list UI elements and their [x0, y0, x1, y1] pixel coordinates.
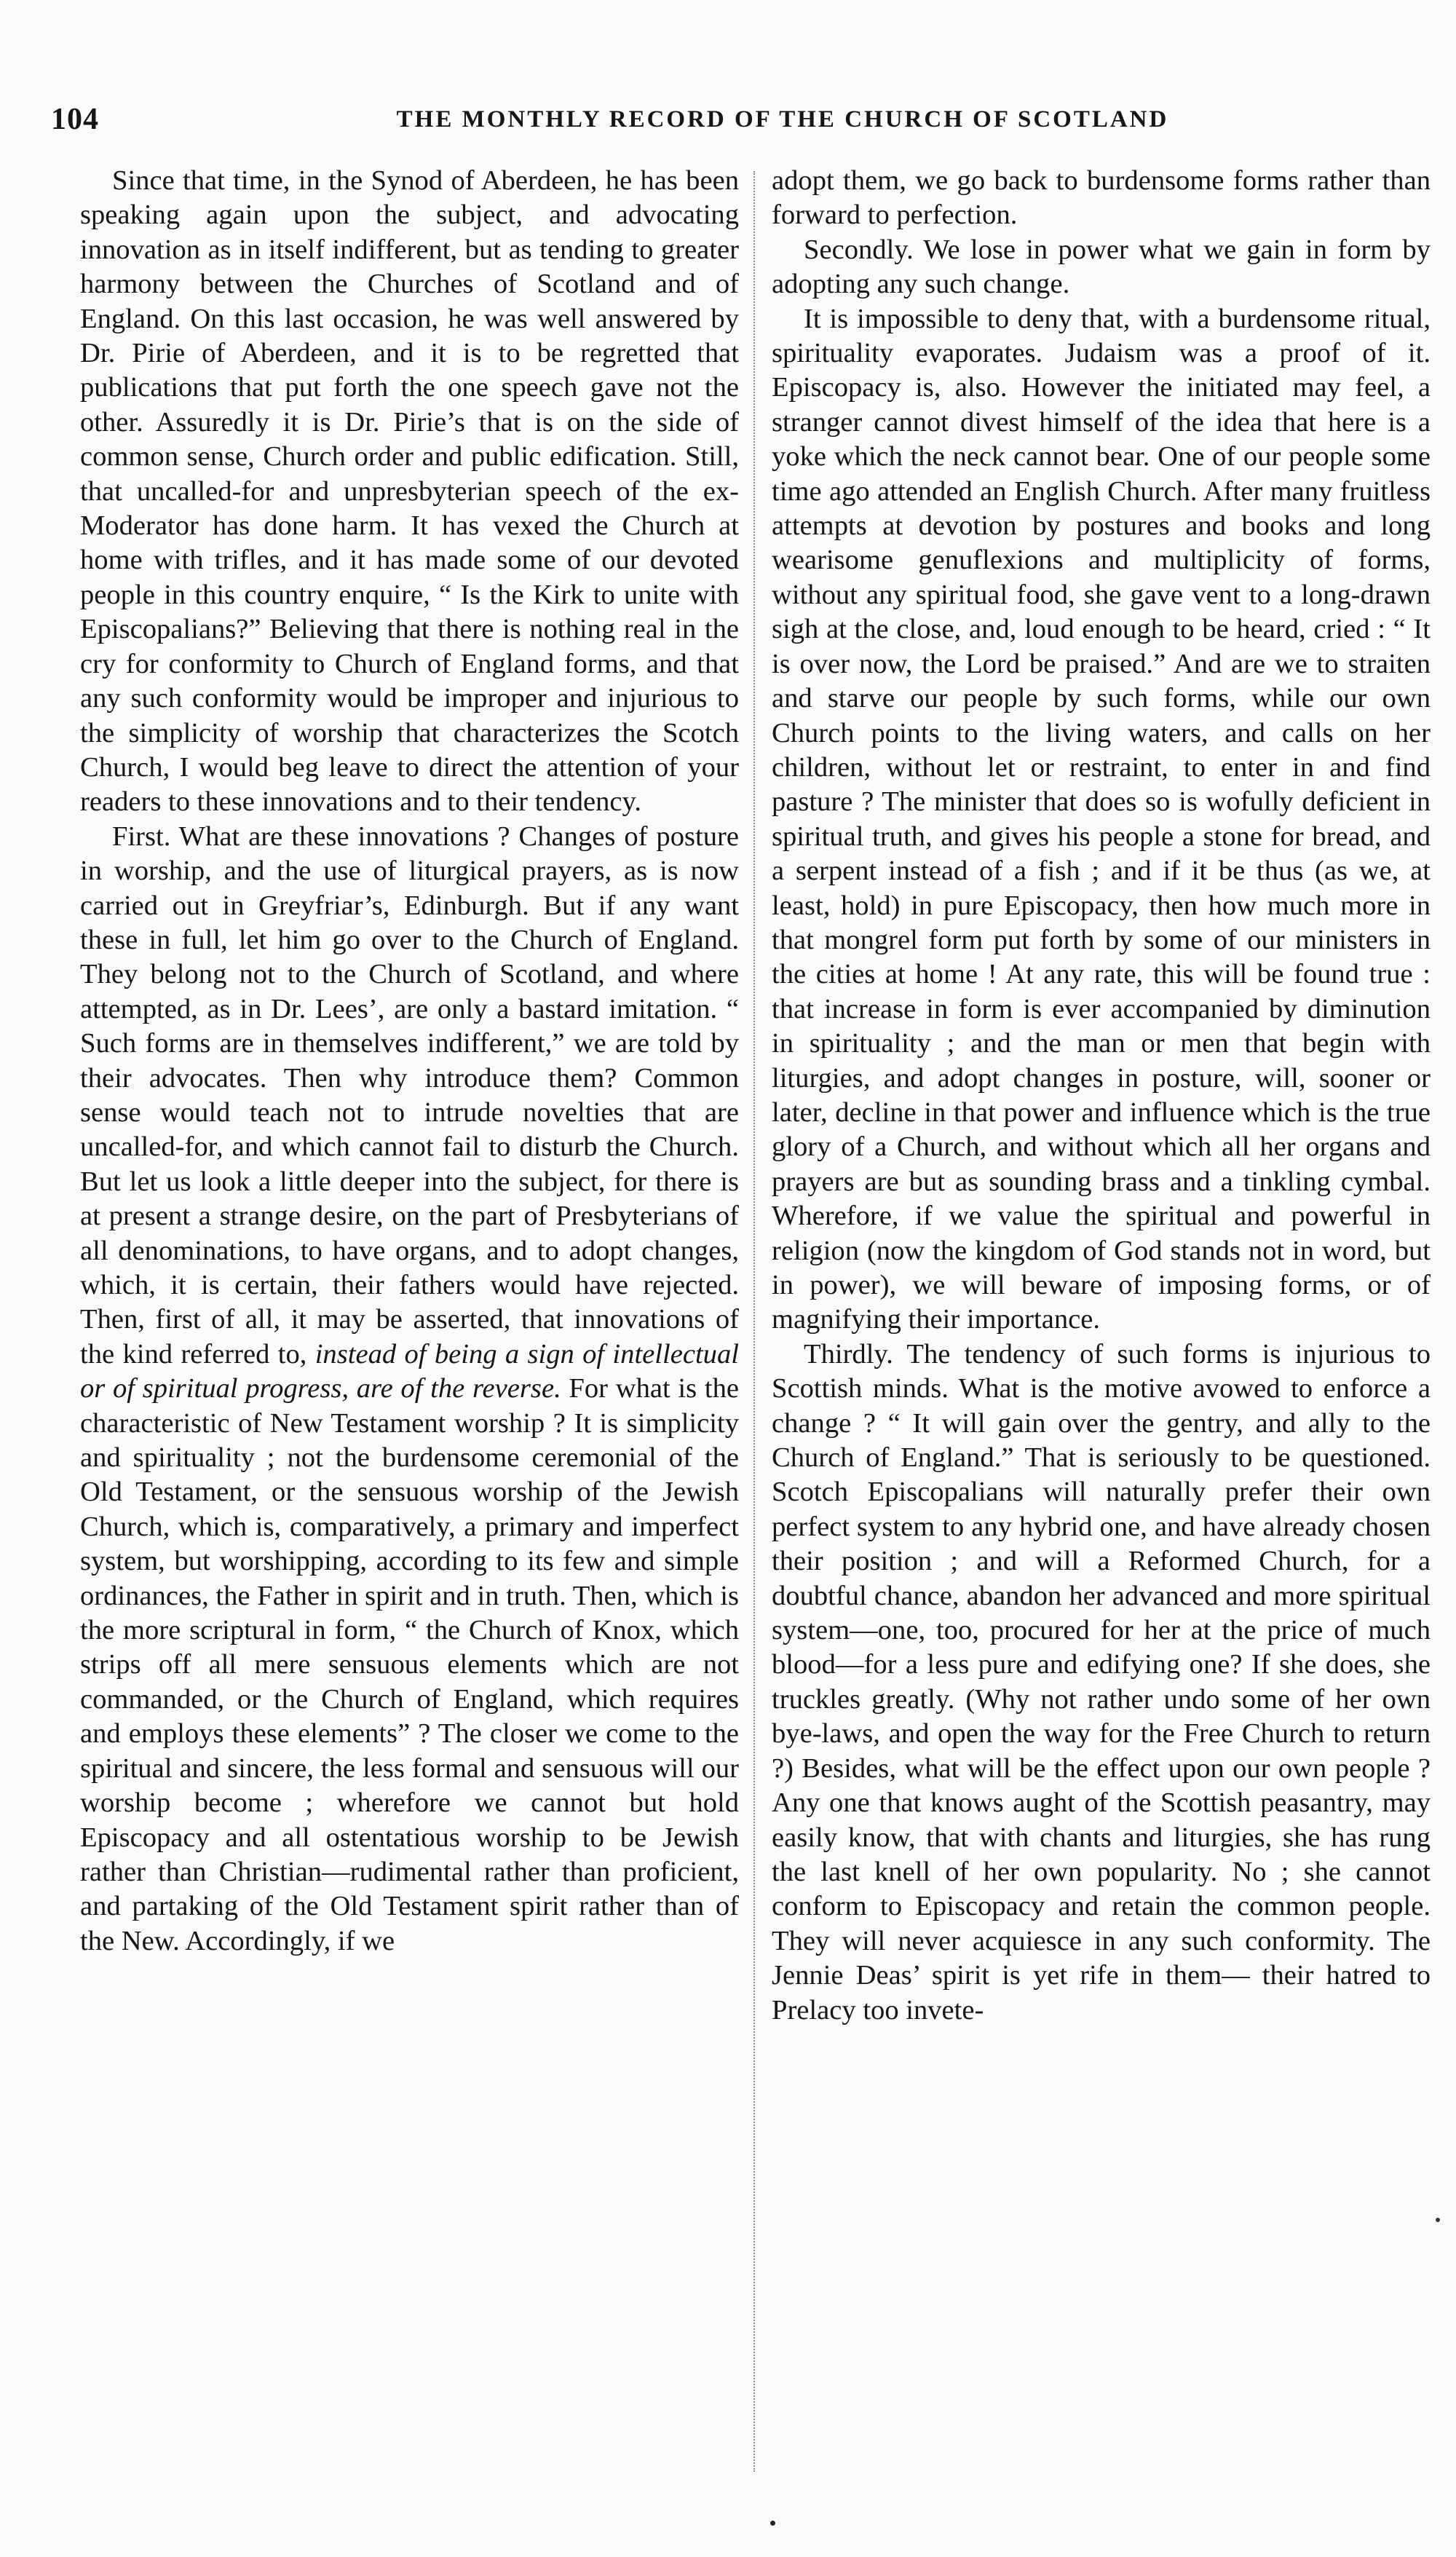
paragraph-synod: Since that time, in the Synod of Aberdeen, he has been speaking again upon the subject, and advocating innovation as in itself indifferent, but as tending to greater harmony between the Churches of Scotland and of England. On this last occasion, he was well answered by Dr. Pirie of Aberdeen, and it is to be regretted that publications that put forth the one speech gave not the other. Assuredly it is Dr. Pirie’s that is on the side of common sense, Church order and public edification. Still, that uncalled-for and unpresbyterian speech of the ex-Moderator has done harm. It has vexed the Church at home with trifles, and it has made some of our devoted people in this country enquire, “ Is the Kirk to unite with Episcopalians?” Believing that there is nothing real in the cry for conformity to Church of England forms, and that any such conformity would be improper and injurious to the simplicity of worship that characterizes the Scotch Church, I would beg leave to direct the attention of your readers to these innovations and to their tendency.: [80, 165, 739, 818]
right-column: [772, 164, 1431, 2494]
paragraph-first-innovations: [80, 820, 739, 1959]
page-number: 104: [51, 103, 99, 136]
margin-speck: [1436, 2218, 1440, 2222]
paragraph-secondly: Secondly. We lose in power what we gain in form by adopting any such change.: [772, 234, 1431, 300]
paragraph-first-text-b: For what is the characteristic of New Testament worship ? It is simplicity and spirituality ; not the burdensome ceremonial of the Old Testament, or the sensuous worship of the Jewish Church, which is, comparatively, a primary and imperfect system, but worshipping, according to its few and simple ordinances, the Father in spirit and in truth. Then, which is the more scriptural in form, “ the Church of Knox, which strips off all mere sensuous elements which are not commanded, or the Church of England, which requires and employs these elements” ? The closer we come to the spiritual and sincere, the less formal and sensuous will our worship become ; wherefore we cannot but hold Episcopacy and all ostentatious worship to be Jewish rather than Christian—rudimental rather than proficient, and partaking of the Old Testament spirit rather than of the New. Accordingly, if we: [80, 1373, 739, 1956]
paragraph-first-emphasis: instead of being a sign of intellectual or of spiritual progress, are of the reverse.: [80, 1338, 739, 1404]
page-header: [51, 102, 1420, 153]
paragraph-spirituality: It is impossible to deny that, with a burdensome ritual, spirituality evaporates. Judaism was a proof of it. Episcopacy is, also. However the initiated may feel, a stranger cannot divest himself of the idea that here is a yoke which the neck cannot bear. One of our people some time ago attended an English Church. After many fruitless attempts at devotion by postures and books and long wearisome genuflexions and multiplicity of forms, without any spiritual food, she gave vent to a long-drawn sigh at the close, and, loud enough to be heard, cried : “ It is over now, the Lord be praised.” And are we to straiten and starve our people by such forms, while our own Church points to the living waters, and calls on her children, without let or restraint, to enter in and find pasture ? The minister that does so is wofully deficient in spiritual truth, and gives his people a stone for bread, and a serpent instead of a fish ; and if it be thus (as we, at least, hold) in pure Episcopacy, then how much more in that mongrel form put forth by some of our ministers in the cities at home ! At any rate, this will be found true : that increase in form is ever accompanied by diminution in spirituality ; and the man or men that begin with liturgies, and adopt changes in posture, will, sooner or later, decline in that power and influence which is the true glory of a Church, and without which all her organs and prayers are but as sounding brass and a tinkling cymbal. Wherefore, if we value the spiritual and powerful in religion (now the kingdom of God stands not in word, but in power), we will beware of imposing forms, or of magnifying their importance.: [772, 303, 1431, 1335]
left-column: [80, 164, 739, 2494]
column-divider: [753, 171, 755, 2472]
print-speck: [770, 2521, 775, 2526]
paragraph-thirdly: Thirdly. The tendency of such forms is injurious to Scottish minds. What is the motive avowed to enforce a change ? “ It will gain over the gentry, and ally to the Church of England.” That is seriously to be questioned. Scotch Episcopalians will naturally prefer their own perfect system to any hybrid one, and have already chosen their position ; and will a Reformed Church, for a doubtful chance, abandon her advanced and more spiritual system—one, too, procured for her at the price of much blood—for a less pure and edifying one? If she does, she truckles greatly. (Why not rather undo some of her own bye-laws, and open the way for the Free Church to return ?) Besides, what will be the effect upon our own people ? Any one that knows aught of the Scottish peasantry, may easily know, that with chants and liturgies, she has rung the last knell of her own popularity. No ; she cannot conform to Episcopacy and retain the common people. They will never acquiesce in any such conformity. The Jennie Deas’ spirit is yet rife in them— their hatred to Prelacy too invete-: [772, 1338, 1431, 2026]
paragraph-first-text-a: First. What are these innovations ? Changes of posture in worship, and the use of liturgical prayers, as is now carried out in Greyfriar’s, Edinburgh. But if any want these in full, let him go over to the Church of England. They belong not to the Church of Scotland, and where attempted, as in Dr. Lees’, are only a bastard imitation. “ Such forms are in themselves indifferent,” we are told by their advocates. Then why introduce them? Common sense would teach not to intrude novelties that are uncalled-for, and which cannot fail to disturb the Church. But let us look a little deeper into the subject, for there is at present a strange desire, on the part of Presbyterians of all denominations, to have organs, and to adopt changes, which, it is certain, their fathers would have rejected. Then, first of all, it may be asserted, that innovations of the kind referred to,: [80, 821, 739, 1370]
running-title: THE MONTHLY RECORD OF THE CHURCH OF SCOTLAND: [396, 106, 1169, 133]
article-body: [80, 164, 1431, 2494]
paragraph-continuation: adopt them, we go back to burdensome forms rather than forward to perfection.: [772, 165, 1431, 231]
